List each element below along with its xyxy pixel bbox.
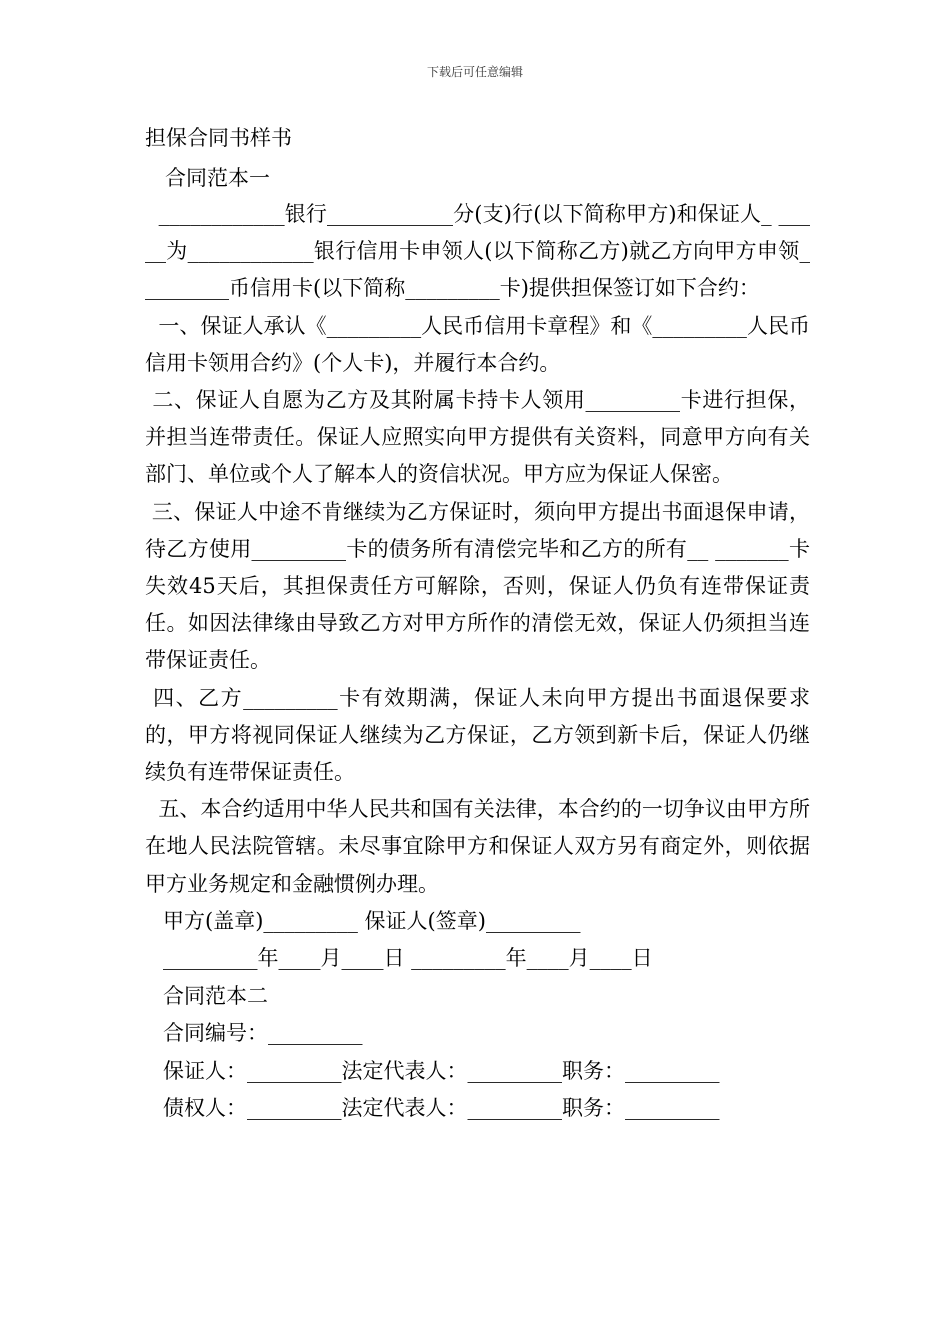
sample-one-heading: 合同范本一 (165, 166, 270, 190)
intro-paragraph: ____________银行____________分(支)行(以下简称甲方)和保证人_ _____为____________银行信用卡申领人(以下简称乙方)就乙方向甲方申领_________币信用卡(以下简称_________卡)提供担保签订如下合约： (145, 202, 810, 301)
sample-two-heading: 合同范本二 (163, 983, 268, 1008)
date-line: _________年____月____日 _________年____月____日 (163, 946, 653, 971)
contract-document (145, 122, 810, 1128)
clause-one: 一、保证人承认《_________人民币信用卡章程》和《_________人民币信用卡领用合约》(个人卡)，并履行本合约。 (145, 313, 810, 375)
clause-two: 二、保证人自愿为乙方及其附属卡持卡人领用_________卡进行担保，并担当连带责任。保证人应照实向甲方提供有关资料，同意甲方向有关部门、单位或个人了解本人的资信状况。甲方应为保证人保密。 (145, 388, 810, 487)
page-header-note: 下载后可任意编辑 (426, 65, 523, 79)
contract-number-line: 合同编号：_________ (163, 1021, 363, 1046)
clause-five: 五、本合约适用中华人民共和国有关法律，本合约的一切争议由甲方所在地人民法院管辖。未尽事宜除甲方和保证人双方另有商定外，则依据甲方业务规定和金融惯例办理。 (145, 797, 810, 896)
signature-line: 甲方(盖章)_________ 保证人(签章)_________ (163, 908, 581, 933)
clause-four: 四、乙方_________卡有效期满，保证人未向甲方提出书面退保要求的，甲方将视同保证人继续为乙方保证，乙方领到新卡后，保证人仍继续负有连带保证责任。 (145, 685, 810, 785)
creditor-line: 债权人：_________法定代表人：_________职务：_________ (163, 1096, 720, 1121)
document-title: 担保合同书样书 (145, 126, 292, 150)
guarantor-line: 保证人：_________法定代表人：_________职务：_________ (163, 1058, 720, 1083)
clause-three: 三、保证人中途不肯继续为乙方保证时，须向甲方提出书面退保申请，待乙方使用_________卡的债务所有清偿完毕和乙方的所有__ _______卡失效45天后，其担保责任方可解除，否则，保证人仍负有连带保证责任。如因法律缘由导致乙方对甲方所作的清偿无效，保证人仍须担当连带保证责任。 (145, 499, 810, 673)
